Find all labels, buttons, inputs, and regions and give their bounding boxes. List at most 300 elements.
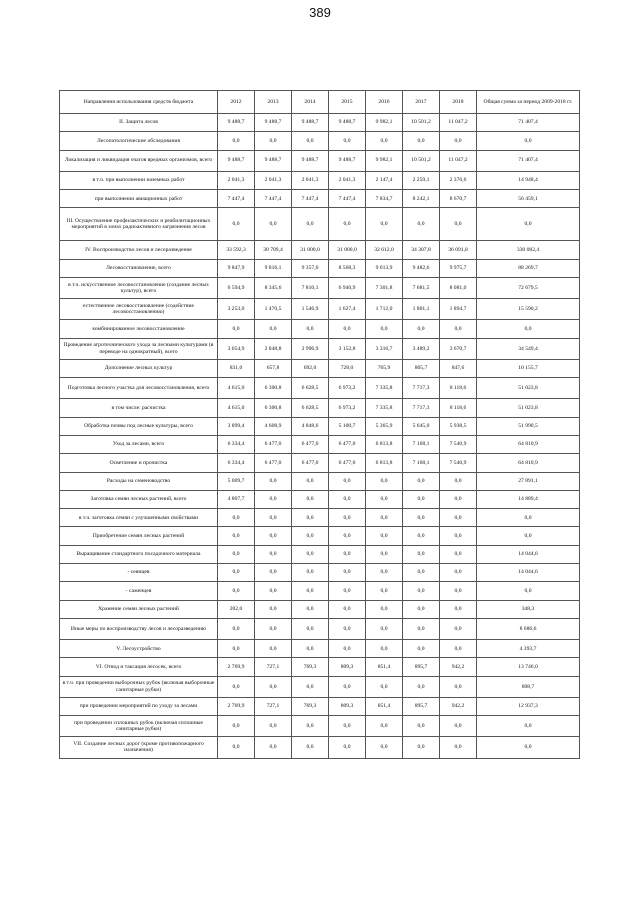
row-year-cell: 6 300,8 [255, 378, 292, 399]
row-year-cell: 2 041,3 [292, 171, 329, 189]
row-year-cell: 4 608,9 [255, 417, 292, 435]
row-year-cell: 0,0 [440, 582, 477, 600]
row-year-cell: 5 938,5 [440, 417, 477, 435]
row-year-cell: 9 488,7 [292, 114, 329, 132]
table-row [60, 399, 580, 417]
row-year-cell: 0,0 [403, 618, 440, 639]
row-year-cell: 0,0 [292, 563, 329, 581]
row-year-cell: 0,0 [292, 320, 329, 338]
row-year-cell: 0,0 [292, 600, 329, 618]
row-year-cell: 0,0 [440, 320, 477, 338]
row-total-cell: 0,0 [477, 582, 580, 600]
row-year-cell: 2 041,3 [255, 171, 292, 189]
row-total-cell: 34 549,4 [477, 338, 580, 359]
row-year-cell: 6 300,8 [255, 399, 292, 417]
row-year-cell: 0,0 [218, 132, 255, 150]
table-row [60, 545, 580, 563]
row-year-cell: 0,0 [218, 563, 255, 581]
row-label: Иные меры по воспроизводству лесов и лесоразведению [60, 618, 218, 639]
row-year-cell: 0,0 [403, 676, 440, 697]
row-year-cell: 0,0 [403, 320, 440, 338]
row-year-cell: 0,0 [403, 490, 440, 508]
table-row [60, 454, 580, 472]
table-row [60, 618, 580, 639]
row-year-cell: 7 168,1 [403, 435, 440, 453]
row-year-cell: 9 357,0 [292, 259, 329, 277]
row-total-cell: 71 407,4 [477, 114, 580, 132]
row-total-cell: 0,0 [477, 132, 580, 150]
row-year-cell: 0,0 [292, 618, 329, 639]
table-row [60, 241, 580, 259]
row-year-cell: 6 973,2 [329, 378, 366, 399]
row-year-cell: 0,0 [440, 545, 477, 563]
row-year-cell: 7 168,1 [403, 454, 440, 472]
header-year: 2013 [255, 91, 292, 114]
row-year-cell: 4 807,7 [218, 490, 255, 508]
row-year-cell: 2 848,8 [255, 338, 292, 359]
row-year-cell: 0,0 [440, 737, 477, 758]
row-total-cell: 51 023,8 [477, 378, 580, 399]
row-year-cell: 10 501,2 [403, 150, 440, 171]
row-year-cell: 0,0 [255, 600, 292, 618]
row-year-cell: 6 813,8 [366, 454, 403, 472]
row-year-cell: 0,0 [292, 582, 329, 600]
row-year-cell: 0,0 [440, 509, 477, 527]
row-year-cell: 2 376,6 [440, 171, 477, 189]
table-row [60, 640, 580, 658]
row-total-cell: 0,0 [477, 527, 580, 545]
table-row [60, 378, 580, 399]
row-year-cell: 0,0 [403, 600, 440, 618]
row-total-cell: 14 044,6 [477, 563, 580, 581]
row-year-cell: 1 470,5 [255, 299, 292, 320]
row-year-cell: 6 477,0 [329, 454, 366, 472]
row-year-cell: 0,0 [292, 208, 329, 241]
row-year-cell: 0,0 [218, 208, 255, 241]
row-total-cell: 71 407,4 [477, 150, 580, 171]
table-row [60, 417, 580, 435]
row-total-cell: 12 937,3 [477, 697, 580, 715]
row-year-cell: 895,7 [403, 658, 440, 676]
row-year-cell: 6 477,0 [329, 435, 366, 453]
row-year-cell: 2 041,3 [218, 171, 255, 189]
row-total-cell: 72 679,5 [477, 277, 580, 298]
row-year-cell: 0,0 [292, 472, 329, 490]
row-year-cell: 0,0 [403, 527, 440, 545]
table-row [60, 582, 580, 600]
row-year-cell: 0,0 [366, 208, 403, 241]
row-year-cell: 0,0 [329, 640, 366, 658]
row-year-cell: 0,0 [255, 509, 292, 527]
table-row [60, 259, 580, 277]
row-label: Обработка почвы под лесные культуры, всего [60, 417, 218, 435]
row-year-cell: 3 253,0 [218, 299, 255, 320]
row-year-cell: 7 447,4 [218, 190, 255, 208]
row-year-cell: 36 091,8 [440, 241, 477, 259]
row-total-cell: 51 990,5 [477, 417, 580, 435]
row-year-cell: 3 489,2 [403, 338, 440, 359]
row-year-cell: 0,0 [366, 640, 403, 658]
table-row [60, 171, 580, 189]
row-year-cell: 9 488,7 [255, 114, 292, 132]
row-year-cell: 2 041,3 [329, 171, 366, 189]
row-year-cell: 0,0 [218, 509, 255, 527]
row-year-cell: 9 488,7 [218, 114, 255, 132]
table-row [60, 114, 580, 132]
row-year-cell: 2 259,1 [403, 171, 440, 189]
row-label: Выращивание стандартного посадочного материала [60, 545, 218, 563]
row-year-cell: 3 152,8 [329, 338, 366, 359]
row-label: Лесопатологические обследования [60, 132, 218, 150]
row-total-cell: 14 044,6 [477, 545, 580, 563]
table-row [60, 676, 580, 697]
row-total-cell: 330 082,4 [477, 241, 580, 259]
row-total-cell: 56 459,1 [477, 190, 580, 208]
row-label: VII. Создание лесных дорог (кроме противопожарного назначения) [60, 737, 218, 758]
table-row [60, 299, 580, 320]
row-year-cell: 0,0 [329, 132, 366, 150]
row-year-cell: 9 975,7 [440, 259, 477, 277]
row-year-cell: 0,0 [403, 208, 440, 241]
row-year-cell: 7 717,3 [403, 378, 440, 399]
row-year-cell: 0,0 [403, 716, 440, 737]
row-year-cell: 8 118,6 [440, 399, 477, 417]
row-year-cell: 0,0 [366, 618, 403, 639]
header-year: 2018 [440, 91, 477, 114]
row-year-cell: 0,0 [403, 563, 440, 581]
row-year-cell: 1 546,9 [292, 299, 329, 320]
row-year-cell: 2 996,9 [292, 338, 329, 359]
row-year-cell: 0,0 [366, 676, 403, 697]
table-row [60, 697, 580, 715]
row-year-cell: 6 940,9 [329, 277, 366, 298]
table-header-row [60, 91, 580, 114]
row-year-cell: 0,0 [366, 527, 403, 545]
row-year-cell: 9 488,7 [255, 150, 292, 171]
row-year-cell: 7 301,8 [366, 277, 403, 298]
row-label: в т.ч. при выполнении наземных работ [60, 171, 218, 189]
row-label: - сеянцев [60, 563, 218, 581]
row-year-cell: 851,4 [366, 697, 403, 715]
table-row [60, 277, 580, 298]
row-year-cell: 9 847,9 [218, 259, 255, 277]
row-year-cell: 809,3 [329, 697, 366, 715]
row-year-cell: 0,0 [329, 737, 366, 758]
row-year-cell: 6 477,0 [292, 454, 329, 472]
row-year-cell: 1 712,0 [366, 299, 403, 320]
row-year-cell: 0,0 [292, 509, 329, 527]
row-year-cell: 0,0 [440, 563, 477, 581]
row-year-cell: 31 000,0 [292, 241, 329, 259]
row-total-cell: 808,7 [477, 676, 580, 697]
row-year-cell: 0,0 [440, 600, 477, 618]
row-label: Хранение семян лесных растений [60, 600, 218, 618]
row-year-cell: 11 047,2 [440, 150, 477, 171]
row-year-cell: 0,0 [255, 563, 292, 581]
row-year-cell: 33 592,3 [218, 241, 255, 259]
row-year-cell: 0,0 [329, 563, 366, 581]
row-label: в т.ч. искусственное лесовосстановление (создание лесных культур), всего [60, 277, 218, 298]
row-year-cell: 0,0 [255, 582, 292, 600]
row-year-cell: 0,0 [292, 737, 329, 758]
row-year-cell: 9 982,1 [366, 114, 403, 132]
row-year-cell: 6 628,5 [292, 399, 329, 417]
header-year: 2012 [218, 91, 255, 114]
row-year-cell: 0,0 [329, 676, 366, 697]
row-year-cell: 0,0 [329, 600, 366, 618]
table-row [60, 737, 580, 758]
row-year-cell: 9 816,1 [255, 259, 292, 277]
row-year-cell: 7 681,5 [403, 277, 440, 298]
row-year-cell: 5 009,7 [218, 472, 255, 490]
row-year-cell: 0,0 [329, 472, 366, 490]
row-total-cell: 27 891,1 [477, 472, 580, 490]
row-label: II. Защита лесов [60, 114, 218, 132]
row-year-cell: 0,0 [403, 132, 440, 150]
page-number: 389 [309, 5, 331, 20]
row-year-cell: 6 628,5 [292, 378, 329, 399]
row-label: при выполнении авиационных работ [60, 190, 218, 208]
row-label: III. Осуществление профилактических и реабилитационных мероприятий в зонах радиоактивного загрязнения лесов [60, 208, 218, 241]
row-year-cell: 0,0 [218, 582, 255, 600]
row-year-cell: 0,0 [440, 527, 477, 545]
row-label: в т.ч. заготовка семян с улучшенными свойствами [60, 509, 218, 527]
row-year-cell: 34 307,8 [403, 241, 440, 259]
row-year-cell: 0,0 [255, 527, 292, 545]
row-total-cell: 0,0 [477, 716, 580, 737]
budget-table [59, 90, 580, 759]
row-year-cell: 0,0 [292, 545, 329, 563]
row-year-cell: 10 501,2 [403, 114, 440, 132]
row-label: при проведении мероприятий по уходу за лесами [60, 697, 218, 715]
row-year-cell: 0,0 [366, 509, 403, 527]
row-year-cell: 202,0 [218, 600, 255, 618]
table-row [60, 132, 580, 150]
row-year-cell: 0,0 [292, 132, 329, 150]
row-year-cell: 7 717,3 [403, 399, 440, 417]
row-year-cell: 7 447,4 [329, 190, 366, 208]
row-total-cell: 0,0 [477, 509, 580, 527]
row-label: V. Лесоустройство [60, 640, 218, 658]
table-row [60, 490, 580, 508]
row-year-cell: 851,4 [366, 658, 403, 676]
row-year-cell: 9 488,7 [292, 150, 329, 171]
row-year-cell: 0,0 [440, 618, 477, 639]
row-year-cell: 0,0 [329, 618, 366, 639]
header-total: Общая сумма за период 2009-2018 гг. [477, 91, 580, 114]
row-year-cell: 831,0 [218, 359, 255, 377]
row-year-cell: 0,0 [255, 208, 292, 241]
row-year-cell: 0,0 [255, 618, 292, 639]
row-year-cell: 0,0 [255, 676, 292, 697]
table-row [60, 600, 580, 618]
row-label: Уход за лесами, всего [60, 435, 218, 453]
header-year: 2015 [329, 91, 366, 114]
row-year-cell: 3 899,4 [218, 417, 255, 435]
table-body [60, 114, 580, 759]
row-year-cell: 1 894,7 [440, 299, 477, 320]
header-year: 2016 [366, 91, 403, 114]
row-year-cell: 0,0 [366, 490, 403, 508]
row-year-cell: 0,0 [440, 640, 477, 658]
row-year-cell: 895,7 [403, 697, 440, 715]
row-total-cell: 10 155,7 [477, 359, 580, 377]
row-label: Приобретение семян лесных растений [60, 527, 218, 545]
row-year-cell: 7 335,8 [366, 378, 403, 399]
row-year-cell: 0,0 [440, 132, 477, 150]
row-total-cell: 15 590,2 [477, 299, 580, 320]
row-year-cell: 6 477,0 [292, 435, 329, 453]
row-year-cell: 0,0 [255, 640, 292, 658]
row-year-cell: 0,0 [255, 737, 292, 758]
table-row [60, 338, 580, 359]
table-row [60, 208, 580, 241]
row-year-cell: 7 834,7 [366, 190, 403, 208]
row-year-cell: 6 813,8 [366, 435, 403, 453]
row-year-cell: 0,0 [440, 716, 477, 737]
row-year-cell: 0,0 [255, 716, 292, 737]
header-year: 2014 [292, 91, 329, 114]
row-year-cell: 769,3 [292, 697, 329, 715]
row-year-cell: 0,0 [366, 716, 403, 737]
row-total-cell: 14 948,4 [477, 171, 580, 189]
row-year-cell: 728,0 [329, 359, 366, 377]
row-label: Подготовка лесного участка для лесовосстановления, всего [60, 378, 218, 399]
row-year-cell: 0,0 [329, 490, 366, 508]
row-year-cell: 0,0 [403, 582, 440, 600]
row-year-cell: 0,0 [329, 208, 366, 241]
row-year-cell: 0,0 [218, 676, 255, 697]
row-total-cell: 0,0 [477, 208, 580, 241]
row-year-cell: 0,0 [329, 527, 366, 545]
row-year-cell: 0,0 [292, 640, 329, 658]
row-label: в т.ч. при проведении выборочных рубок (включая выборочные санитарные рубки) [60, 676, 218, 697]
row-year-cell: 6 477,0 [255, 435, 292, 453]
row-year-cell: 0,0 [329, 509, 366, 527]
row-year-cell: 0,0 [292, 527, 329, 545]
row-year-cell: 809,3 [329, 658, 366, 676]
table-row [60, 472, 580, 490]
table-row [60, 658, 580, 676]
row-year-cell: 30 709,4 [255, 241, 292, 259]
row-label: IV. Воспроизводство лесов и лесоразведение [60, 241, 218, 259]
row-year-cell: 4 848,6 [292, 417, 329, 435]
row-year-cell: 9 488,7 [329, 150, 366, 171]
row-total-cell: 0,0 [477, 737, 580, 758]
row-year-cell: 0,0 [366, 563, 403, 581]
row-label: VI. Отвод и таксация лесосек, всего [60, 658, 218, 676]
row-year-cell: 0,0 [218, 640, 255, 658]
row-year-cell: 0,0 [255, 545, 292, 563]
row-year-cell: 0,0 [440, 676, 477, 697]
table-row [60, 435, 580, 453]
row-label: Дополнение лесных культур [60, 359, 218, 377]
row-year-cell: 9 013,9 [366, 259, 403, 277]
row-year-cell: 0,0 [218, 527, 255, 545]
row-total-cell: 51 023,8 [477, 399, 580, 417]
row-year-cell: 31 000,0 [329, 241, 366, 259]
row-total-cell: 64 810,9 [477, 454, 580, 472]
row-year-cell: 0,0 [218, 545, 255, 563]
row-year-cell: 7 447,4 [292, 190, 329, 208]
table-row [60, 716, 580, 737]
row-year-cell: 657,8 [255, 359, 292, 377]
row-year-cell: 8 081,0 [440, 277, 477, 298]
row-year-cell: 0,0 [403, 545, 440, 563]
row-year-cell: 0,0 [329, 320, 366, 338]
row-label: естественное лесовосстановление (содействие лесовосстановлению) [60, 299, 218, 320]
row-year-cell: 0,0 [403, 640, 440, 658]
row-year-cell: 0,0 [255, 132, 292, 150]
row-year-cell: 0,0 [255, 490, 292, 508]
row-year-cell: 765,9 [366, 359, 403, 377]
row-total-cell: 348,3 [477, 600, 580, 618]
row-label: Проведение агротехнического ухода за лесными культурами (в переводе на однократный), всего [60, 338, 218, 359]
row-year-cell: 0,0 [366, 737, 403, 758]
row-year-cell: 4 615,0 [218, 378, 255, 399]
row-year-cell: 6 477,0 [255, 454, 292, 472]
row-year-cell: 692,0 [292, 359, 329, 377]
row-year-cell: 32 612,0 [366, 241, 403, 259]
row-label: комбинированное лесовосстановление [60, 320, 218, 338]
row-year-cell: 0,0 [218, 320, 255, 338]
row-year-cell: 9 482,6 [403, 259, 440, 277]
row-total-cell: 13 746,0 [477, 658, 580, 676]
row-year-cell: 5 100,7 [329, 417, 366, 435]
row-year-cell: 727,1 [255, 697, 292, 715]
table-row [60, 527, 580, 545]
row-label: Лесовосстановление, всего [60, 259, 218, 277]
row-year-cell: 0,0 [292, 716, 329, 737]
row-year-cell: 0,0 [366, 132, 403, 150]
table-row [60, 150, 580, 171]
row-year-cell: 4 615,0 [218, 399, 255, 417]
row-label: Локализация и ликвидация очагов вредных организмов, всего [60, 150, 218, 171]
row-year-cell: 8 242,1 [403, 190, 440, 208]
row-year-cell: 3 670,7 [440, 338, 477, 359]
row-year-cell: 8 568,3 [329, 259, 366, 277]
row-year-cell: 2 769,9 [218, 658, 255, 676]
row-total-cell: 88 269,7 [477, 259, 580, 277]
row-year-cell: 0,0 [440, 208, 477, 241]
row-year-cell: 0,0 [403, 737, 440, 758]
row-year-cell: 7 447,4 [255, 190, 292, 208]
row-year-cell: 0,0 [255, 320, 292, 338]
row-year-cell: 5 365,9 [366, 417, 403, 435]
table-row [60, 359, 580, 377]
row-year-cell: 0,0 [255, 472, 292, 490]
row-year-cell: 5 645,0 [403, 417, 440, 435]
row-year-cell: 0,0 [218, 618, 255, 639]
header-year: 2017 [403, 91, 440, 114]
row-year-cell: 1 627,4 [329, 299, 366, 320]
row-year-cell: 7 810,1 [292, 277, 329, 298]
row-label: при проведении сплошных рубок (включая сплошные санитарные рубки) [60, 716, 218, 737]
row-year-cell: 0,0 [403, 509, 440, 527]
row-label: - саженцев [60, 582, 218, 600]
row-year-cell: 769,3 [292, 658, 329, 676]
row-year-cell: 8 118,6 [440, 378, 477, 399]
table-row [60, 563, 580, 581]
row-label: Расходы на семеноводство [60, 472, 218, 490]
row-year-cell: 0,0 [440, 490, 477, 508]
row-label: в том числе: расчистка [60, 399, 218, 417]
row-year-cell: 0,0 [218, 737, 255, 758]
row-year-cell: 9 488,7 [329, 114, 366, 132]
row-year-cell: 3 054,9 [218, 338, 255, 359]
row-year-cell: 2 147,4 [366, 171, 403, 189]
row-year-cell: 2 769,9 [218, 697, 255, 715]
